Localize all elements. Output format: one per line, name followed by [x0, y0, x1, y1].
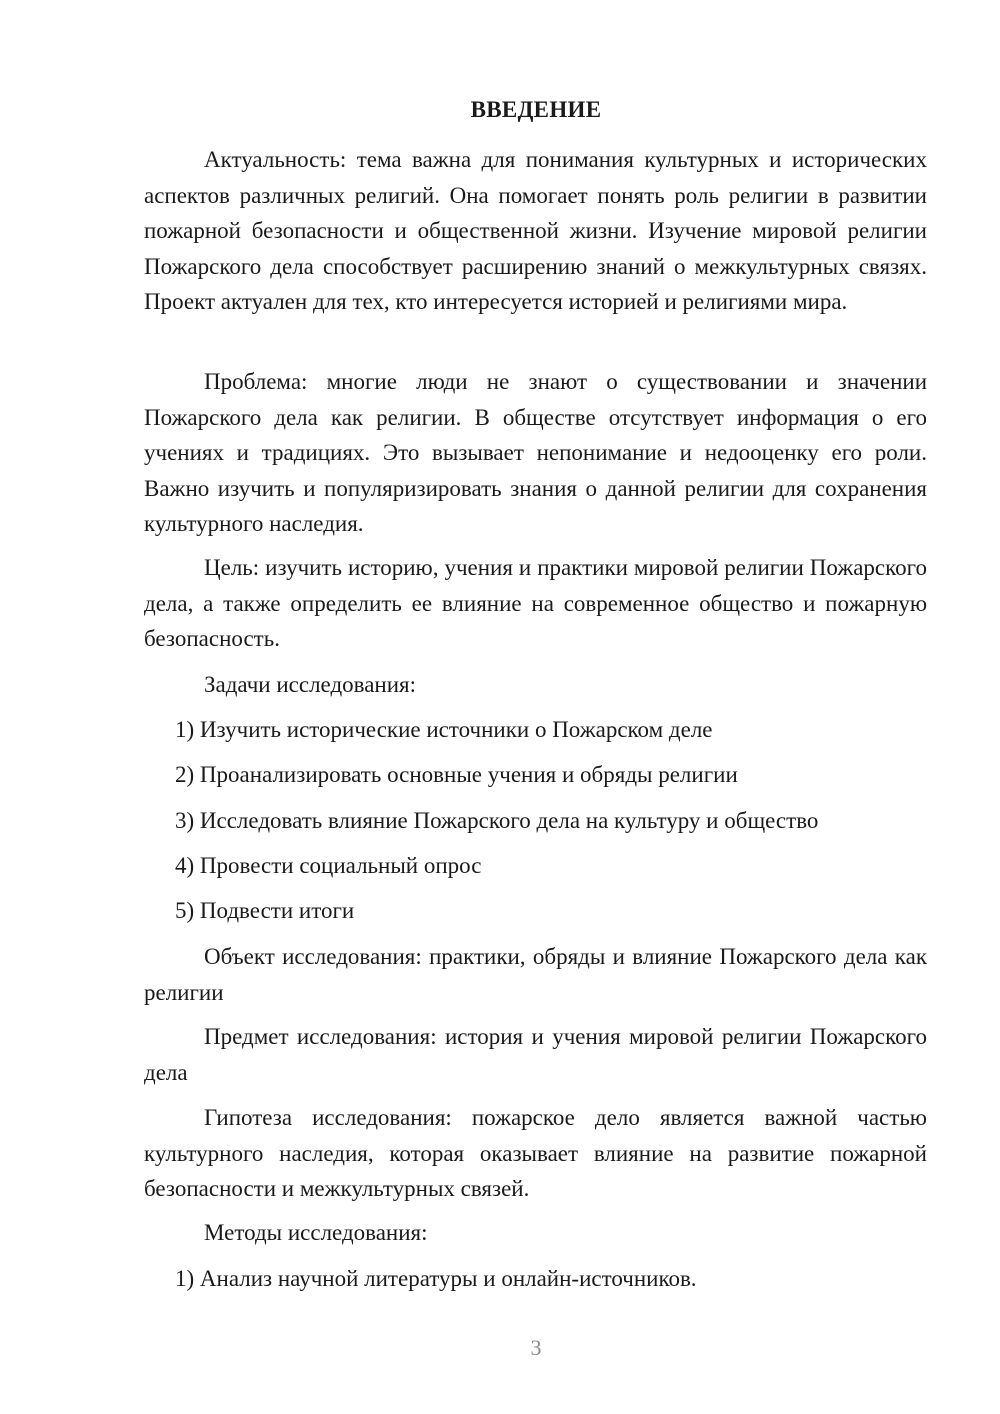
list-item: 3) Исследовать влияние Пожарского дела на культуру и общество: [175, 808, 819, 833]
hypothesis-paragraph: Гипотеза исследования: пожарское дело является важной частью культурного наследия, которая оказывает влияние на развитие пожарной безопасности и межкультурных связей.: [144, 1105, 927, 1202]
object-paragraph: Объект исследования: практики, обряды и влияние Пожарского дела как религии: [144, 944, 927, 1005]
tasks-heading: Задачи исследования:: [204, 672, 417, 697]
page-title: ВВЕДЕНИЕ: [470, 97, 602, 122]
list-item: 5) Подвести итоги: [175, 898, 355, 923]
subject-paragraph: Предмет исследования: история и учения мировой религии Пожарского дела: [144, 1024, 927, 1085]
relevance-paragraph: Актуальность: тема важна для понимания культурных и исторических аспектов различных религий. Она помогает понять роль религии в развитии пожарной безопасности и общественной жизни. Изучение мировой религии Пожарского дела способствует расширению знаний о межкультурных связях. Проект актуален для тех, кто интересуется историей и религиями мира.: [144, 147, 927, 315]
methods-heading: Методы исследования:: [204, 1220, 428, 1245]
list-item: 2) Проанализировать основные учения и обряды религии: [175, 762, 738, 787]
problem-paragraph: Проблема: многие люди не знают о существовании и значении Пожарского дела как религии. В обществе отсутствует информация о его учениях и традициях. Это вызывает непонимание и недооценку его роли. Важно изучить и популяризировать знания о данной религии для сохранения культурного наследия.: [144, 369, 927, 537]
page-number: 3: [530, 1335, 542, 1360]
list-item: 4) Провести социальный опрос: [175, 853, 482, 878]
goal-paragraph: Цель: изучить историю, учения и практики мировой религии Пожарского дела, а также определить ее влияние на современное общество и пожарную безопасность.: [144, 555, 927, 652]
list-item: 1) Изучить исторические источники о Пожарском деле: [175, 717, 713, 742]
list-item: 1) Анализ научной литературы и онлайн-источников.: [175, 1266, 697, 1291]
